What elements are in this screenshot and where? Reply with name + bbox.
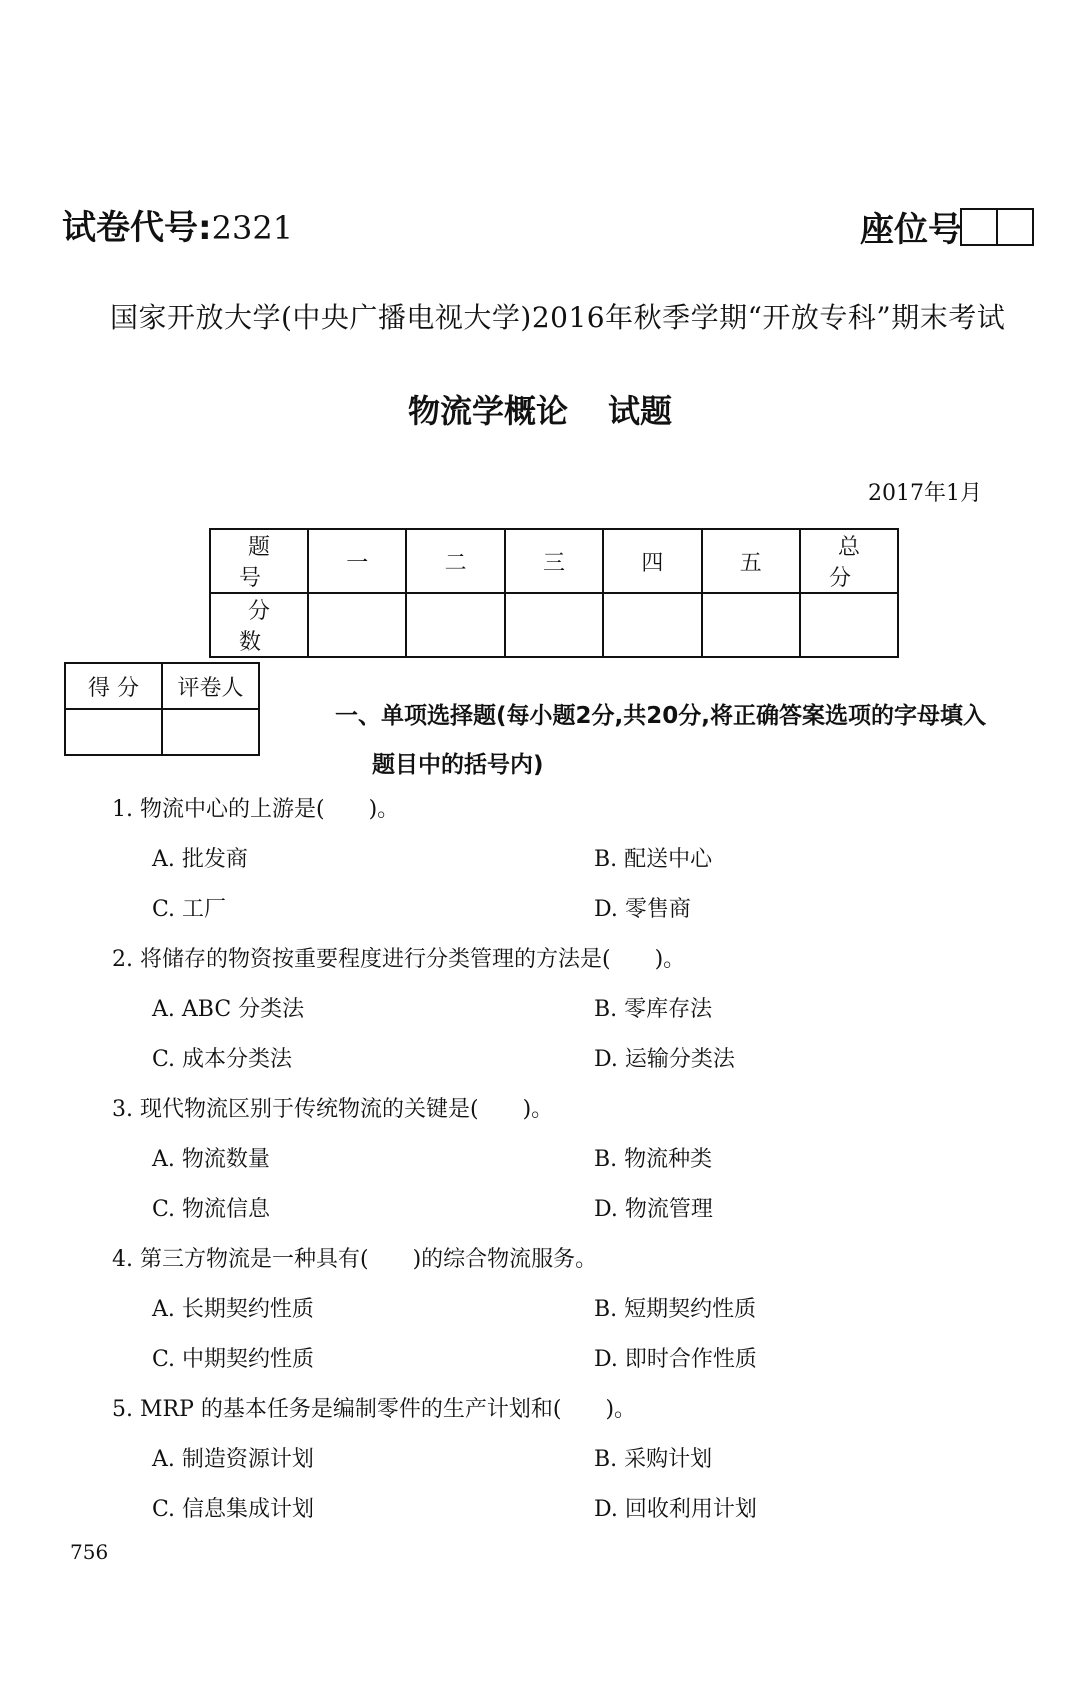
- question-1-option-d: D. 零售商: [594, 897, 691, 922]
- question-3-option-d: D. 物流管理: [594, 1197, 713, 1222]
- grader-score-label: 得 分: [65, 663, 162, 709]
- seat-number: [860, 202, 1034, 251]
- paper-code-label: 试卷代号:: [62, 208, 212, 248]
- subject-title: [0, 386, 1080, 432]
- score-table-row1-head: 题号: [210, 529, 308, 593]
- score-cell-5[interactable]: [702, 593, 800, 657]
- section-title-continued: 题目中的括号内): [372, 752, 544, 778]
- page-number: 756: [70, 1540, 109, 1564]
- question-5-option-a: A. 制造资源计划: [152, 1447, 314, 1472]
- section-title: 一、单项选择题(每小题2分,共20分,将正确答案选项的字母填入: [335, 703, 986, 729]
- question-4-option-b: B. 短期契约性质: [594, 1297, 757, 1322]
- subject-name: 物流学概论: [407, 392, 568, 430]
- score-col-1: 一: [308, 529, 406, 593]
- question-3-stem: 3. 现代物流区别于传统物流的关键是( )。: [112, 1097, 554, 1122]
- question-3-option-a: A. 物流数量: [152, 1147, 270, 1172]
- score-table-score-row: [210, 593, 898, 657]
- question-5-option-b: B. 采购计划: [594, 1447, 713, 1472]
- grader-score-cell[interactable]: [65, 709, 162, 755]
- subject-suffix: 试题: [608, 392, 673, 430]
- seat-box-2[interactable]: [996, 208, 1034, 246]
- question-1-option-c: C. 工厂: [152, 897, 227, 922]
- score-col-3: 三: [505, 529, 603, 593]
- score-table: [209, 528, 899, 658]
- paper-code: [62, 200, 293, 249]
- question-2-option-a: A. ABC 分类法: [152, 997, 305, 1022]
- seat-box-1[interactable]: [960, 208, 998, 246]
- question-1-option-a: A. 批发商: [152, 847, 248, 872]
- seat-number-label: 座位号: [860, 210, 962, 250]
- score-cell-3[interactable]: [505, 593, 603, 657]
- exam-date: 2017年1月: [868, 481, 982, 506]
- score-col-total: 总分: [800, 529, 898, 593]
- question-4-option-d: D. 即时合作性质: [594, 1347, 757, 1372]
- paper-code-value: 2321: [211, 209, 294, 247]
- question-2-stem: 2. 将储存的物资按重要程度进行分类管理的方法是( )。: [112, 947, 686, 972]
- score-col-2: 二: [406, 529, 504, 593]
- score-col-4: 四: [603, 529, 701, 593]
- question-5-option-d: D. 回收利用计划: [594, 1497, 757, 1522]
- question-2-option-b: B. 零库存法: [594, 997, 713, 1022]
- question-3-option-b: B. 物流种类: [594, 1147, 713, 1172]
- question-3-option-c: C. 物流信息: [152, 1197, 271, 1222]
- question-1-stem: 1. 物流中心的上游是( )。: [112, 797, 400, 822]
- question-1-option-b: B. 配送中心: [594, 847, 713, 872]
- grader-name-cell[interactable]: [162, 709, 259, 755]
- score-table-header-row: [210, 529, 898, 593]
- question-2-option-d: D. 运输分类法: [594, 1047, 735, 1072]
- exam-title: 国家开放大学(中央广播电视大学)2016年秋季学期“开放专科”期末考试: [110, 301, 1006, 334]
- question-4-option-c: C. 中期契约性质: [152, 1347, 315, 1372]
- question-5-option-c: C. 信息集成计划: [152, 1497, 315, 1522]
- question-4-option-a: A. 长期契约性质: [152, 1297, 314, 1322]
- question-5-stem: 5. MRP 的基本任务是编制零件的生产计划和( )。: [112, 1397, 637, 1422]
- question-2-option-c: C. 成本分类法: [152, 1047, 293, 1072]
- score-cell-total[interactable]: [800, 593, 898, 657]
- grader-table: [64, 662, 260, 756]
- grader-name-label: 评卷人: [162, 663, 259, 709]
- score-cell-4[interactable]: [603, 593, 701, 657]
- score-table-row2-head: 分数: [210, 593, 308, 657]
- score-cell-1[interactable]: [308, 593, 406, 657]
- question-4-stem: 4. 第三方物流是一种具有( )的综合物流服务。: [112, 1247, 598, 1272]
- score-cell-2[interactable]: [406, 593, 504, 657]
- score-col-5: 五: [702, 529, 800, 593]
